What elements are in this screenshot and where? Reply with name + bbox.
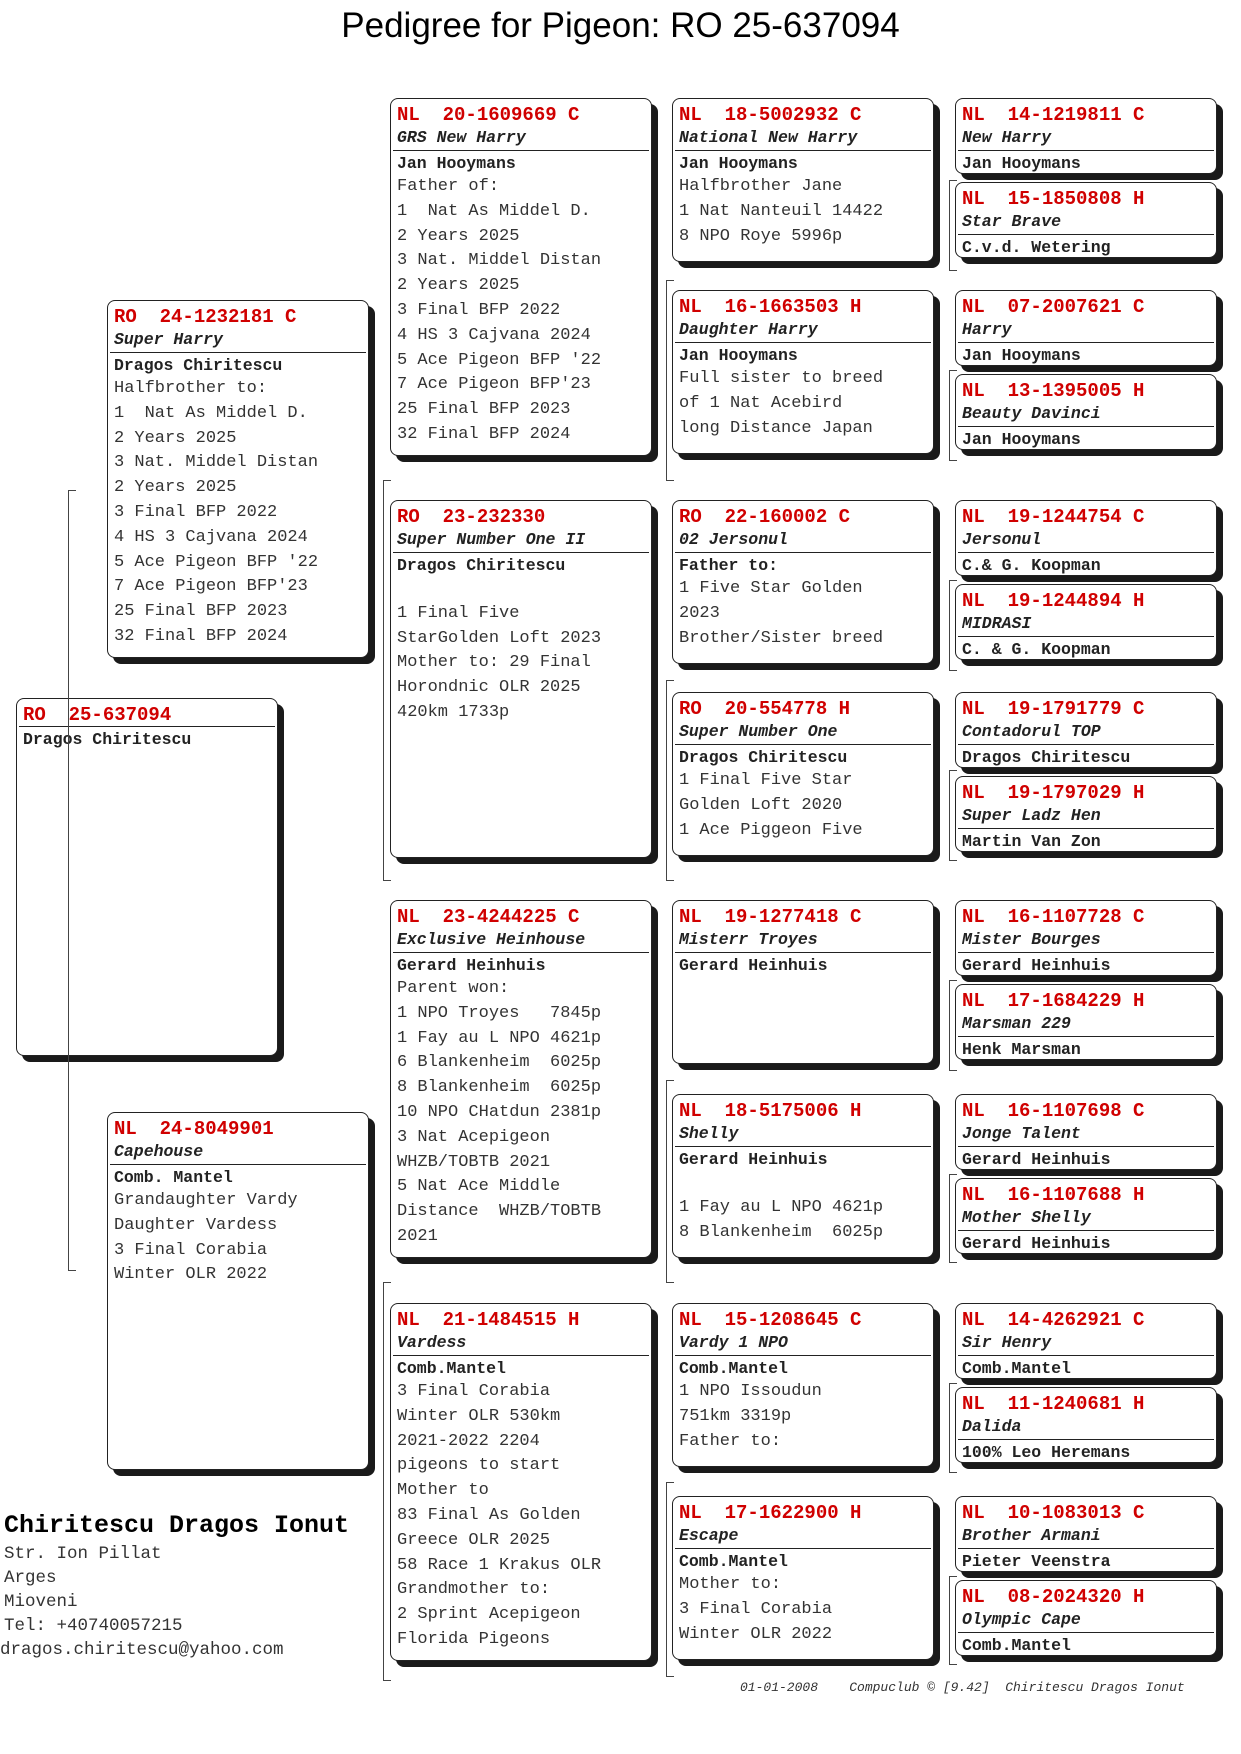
breeder-info	[0, 1510, 350, 1662]
achievement-line: 2021	[397, 1226, 438, 1246]
achievement-line: 1 Nat As Middel D.	[114, 403, 308, 423]
connector-line	[383, 480, 391, 481]
ring-number: RO 23-232330	[397, 506, 546, 528]
pigeon-card-g8	[955, 776, 1217, 852]
pigeon-card-mfm	[672, 1094, 934, 1258]
owner-name: Jan Hooymans	[679, 346, 798, 365]
connector-line	[949, 1383, 950, 1472]
achievement-line: 1 Fay au L NPO 4621p	[679, 1197, 884, 1217]
achievement-line: 3 Final BFP 2022	[114, 502, 278, 522]
connector-line	[68, 1270, 76, 1271]
achievement-line: Winter OLR 2022	[114, 1265, 268, 1285]
pigeon-card-mm	[390, 1303, 652, 1661]
ring-number: NL 19-1244894 H	[962, 590, 1145, 612]
ring-number: NL 19-1797029 H	[962, 782, 1145, 804]
pigeon-card-mmf	[672, 1303, 934, 1467]
owner-name: Gerard Heinhuis	[679, 1150, 828, 1169]
achievement-line: 3 Final BFP 2022	[397, 300, 561, 320]
ring-number: NL 18-5175006 H	[679, 1100, 862, 1122]
footer-credits: 01-01-2008 Compuclub © [9.42] Chiritescu Dragos Ionut	[740, 1680, 1185, 1695]
pigeon-name: Contadorul TOP	[962, 722, 1101, 741]
owner-name: 100% Leo Heremans	[962, 1443, 1131, 1462]
breeder-county: Arges	[4, 1568, 57, 1588]
achievement-line: 8 Blankenheim 6025p	[397, 1078, 602, 1098]
ring-number: NL 13-1395005 H	[962, 380, 1145, 402]
connector-line	[949, 980, 957, 981]
pigeon-card-mmm	[672, 1496, 934, 1660]
pigeon-name: Escape	[679, 1526, 739, 1545]
connector-line	[949, 270, 957, 271]
achievement-line: 2 Years 2025	[114, 478, 237, 498]
achievement-line: 3 Final Corabia	[397, 1382, 551, 1401]
pigeon-name: MIDRASI	[962, 614, 1032, 633]
achievement-line: StarGolden Loft 2023	[397, 628, 602, 648]
ring-number: RO 24-1232181 C	[114, 306, 297, 328]
pigeon-name: GRS New Harry	[397, 128, 526, 147]
achievement-line: 2 Years 2025	[397, 226, 520, 246]
pigeon-name: Shelly	[679, 1124, 739, 1143]
pigeon-name: Jersonul	[962, 530, 1042, 549]
owner-name: Dragos Chiritescu	[23, 730, 192, 749]
ring-number: NL 14-1219811 C	[962, 104, 1145, 126]
owner-name: Gerard Heinhuis	[962, 956, 1111, 975]
achievement-line: 6 Blankenheim 6025p	[397, 1053, 602, 1073]
pigeon-card-g16	[955, 1580, 1217, 1656]
achievement-line: 5 Nat Ace Middle	[397, 1177, 561, 1197]
pigeon-name: Misterr Troyes	[679, 930, 818, 949]
owner-name: Martin Van Zon	[962, 832, 1101, 851]
achievement-line: 5 Ace Pigeon BFP '22	[114, 552, 319, 572]
owner-name: Comb. Mantel	[114, 1168, 233, 1187]
ring-number: RO 20-554778 H	[679, 698, 851, 720]
owner-name: C.& G. Koopman	[962, 556, 1101, 575]
pigeon-card-g14	[955, 1387, 1217, 1463]
pigeon-name: Super Number One II	[397, 530, 586, 549]
connector-line	[949, 670, 957, 671]
achievement-line: 1 Five Star Golden	[679, 579, 863, 598]
achievement-line: 2 Sprint Acepigeon	[397, 1605, 581, 1625]
achievement-line: 1 Nat As Middel D.	[397, 201, 591, 221]
connector-line	[949, 1383, 957, 1384]
owner-name: Comb.Mantel	[397, 1359, 506, 1378]
pigeon-name: Capehouse	[114, 1142, 204, 1161]
achievement-line: Florida Pigeons	[397, 1629, 551, 1649]
connector-line	[383, 480, 384, 880]
pigeon-name: National New Harry	[679, 128, 858, 147]
achievement-line: WHZB/TOBTB 2021	[397, 1152, 551, 1172]
connector-line	[666, 1080, 674, 1081]
achievement-line: 25 Final BFP 2023	[397, 400, 571, 420]
pigeon-card-mff	[672, 900, 934, 1064]
ring-number: RO 22-160002 C	[679, 506, 851, 528]
owner-name: Dragos Chiritescu	[114, 356, 283, 375]
achievement-line: Greece OLR 2025	[397, 1530, 551, 1550]
achievement-line: Mother to	[397, 1481, 489, 1501]
achievement-line: Golden Loft 2020	[679, 795, 843, 815]
breeder-street: Str. Ion Pillat	[4, 1544, 162, 1564]
achievement-line: Halfbrother to:	[114, 379, 268, 398]
ring-number: NL 19-1791779 C	[962, 698, 1145, 720]
connector-line	[666, 480, 674, 481]
pigeon-card-g12	[955, 1178, 1217, 1254]
connector-line	[949, 1576, 950, 1664]
achievement-line	[391, 577, 651, 602]
pigeon-name: Beauty Davinci	[962, 404, 1101, 423]
owner-name: Dragos Chiritescu	[962, 748, 1131, 767]
connector-line	[949, 1070, 957, 1071]
pigeon-card-g10	[955, 984, 1217, 1060]
connector-line	[949, 1472, 957, 1473]
connector-line	[666, 680, 674, 681]
breeder-name: Chiritescu Dragos Ionut	[4, 1511, 350, 1540]
pigeon-name: Daughter Harry	[679, 320, 818, 339]
connector-line	[383, 880, 391, 881]
connector-line	[949, 370, 957, 371]
ring-number: NL 23-4244225 C	[397, 906, 580, 928]
achievement-line: Halfbrother Jane	[679, 177, 843, 196]
pigeon-card-g9	[955, 900, 1217, 976]
achievement-line	[673, 1171, 933, 1196]
owner-name: Gerard Heinhuis	[962, 1150, 1111, 1169]
connector-line	[949, 580, 950, 670]
pigeon-card-g5	[955, 500, 1217, 576]
connector-line	[666, 280, 674, 281]
ring-number: NL 18-5002932 C	[679, 104, 862, 126]
connector-line	[949, 370, 950, 460]
owner-name: Gerard Heinhuis	[962, 1234, 1111, 1253]
achievement-line: Parent won:	[397, 979, 510, 998]
connector-line	[666, 1676, 674, 1677]
owner-name: Comb.Mantel	[962, 1636, 1071, 1655]
ring-number: NL 20-1609669 C	[397, 104, 580, 126]
ring-number: NL 15-1208645 C	[679, 1309, 862, 1331]
connector-line	[949, 1174, 950, 1262]
achievement-line: 2021-2022 2204	[397, 1431, 540, 1451]
connector-line	[68, 490, 69, 1270]
achievement-line: 8 NPO Roye 5996p	[679, 226, 843, 246]
achievement-line: 3 Nat. Middel Distan	[114, 453, 319, 473]
ring-number: NL 15-1850808 H	[962, 188, 1145, 210]
ring-number: NL 10-1083013 C	[962, 1502, 1145, 1524]
achievement-line: 3 Nat. Middel Distan	[397, 251, 602, 271]
achievement-line: 4 HS 3 Cajvana 2024	[114, 527, 308, 547]
pigeon-card-ff	[390, 98, 652, 456]
connector-line	[949, 1262, 957, 1263]
achievement-line: 2 Years 2025	[397, 276, 520, 296]
owner-name: Comb.Mantel	[962, 1359, 1071, 1378]
achievement-line: 5 Ace Pigeon BFP '22	[397, 350, 602, 370]
pigeon-card-g7	[955, 692, 1217, 768]
owner-name: Jan Hooymans	[397, 154, 516, 173]
pigeon-name: Dalida	[962, 1417, 1022, 1436]
connector-line	[666, 680, 667, 880]
achievement-line: 58 Race 1 Krakus OLR	[397, 1555, 602, 1575]
pigeon-card-g2	[955, 182, 1217, 258]
ring-number: NL 16-1663503 H	[679, 296, 862, 318]
pigeon-card-g1	[955, 98, 1217, 174]
owner-name: Gerard Heinhuis	[679, 956, 828, 975]
pigeon-card-g13	[955, 1303, 1217, 1379]
achievement-line: Brother/Sister breed	[679, 628, 884, 648]
pigeon-name: Mother Shelly	[962, 1208, 1091, 1227]
achievement-line: Full sister to breed	[679, 369, 884, 388]
achievement-line: 10 NPO CHatdun 2381p	[397, 1102, 602, 1122]
ring-number: NL 07-2007621 C	[962, 296, 1145, 318]
ring-number: NL 16-1107688 H	[962, 1184, 1145, 1206]
achievement-line: Winter OLR 530km	[397, 1406, 561, 1426]
connector-line	[949, 1664, 957, 1665]
connector-line	[949, 1576, 957, 1577]
achievement-line: 2023	[679, 603, 720, 623]
pigeon-name: Super Number One	[679, 722, 838, 741]
achievement-line: Father to:	[679, 1431, 782, 1451]
connector-line	[68, 490, 76, 491]
connector-line	[949, 180, 957, 181]
ring-number: NL 16-1107728 C	[962, 906, 1145, 928]
achievement-line: 32 Final BFP 2024	[397, 424, 571, 444]
pigeon-name: Star Brave	[962, 212, 1062, 231]
ring-number: NL 17-1684229 H	[962, 990, 1145, 1012]
pigeon-name: Super Harry	[114, 330, 223, 349]
achievement-line: Daughter Vardess	[114, 1215, 278, 1235]
achievement-line: long Distance Japan	[679, 418, 873, 438]
connector-line	[949, 1174, 957, 1175]
achievement-line: Grandmother to:	[397, 1580, 551, 1600]
ring-number: NL 08-2024320 H	[962, 1586, 1145, 1608]
owner-name: Father to:	[679, 556, 779, 575]
ring-number: NL 21-1484515 H	[397, 1309, 580, 1331]
achievement-line: 4 HS 3 Cajvana 2024	[397, 325, 591, 345]
connector-line	[949, 860, 957, 861]
achievement-line: 1 Ace Piggeon Five	[679, 820, 863, 840]
owner-name: Henk Marsman	[962, 1040, 1081, 1059]
achievement-line: Mother to: 29 Final	[397, 653, 591, 673]
pigeon-card-fmf	[672, 500, 934, 664]
achievement-line: 7 Ace Pigeon BFP'23	[114, 577, 308, 597]
owner-name: Jan Hooymans	[962, 346, 1081, 365]
pigeon-card-g4	[955, 374, 1217, 450]
connector-line	[666, 280, 667, 480]
pigeon-name: Mister Bourges	[962, 930, 1101, 949]
achievement-line: 25 Final BFP 2023	[114, 602, 288, 622]
achievement-line: Father of:	[397, 177, 500, 196]
achievement-line: 1 Final Five Star	[679, 771, 853, 790]
breeder-phone: Tel: +40740057215	[4, 1616, 183, 1636]
achievement-line: 83 Final As Golden	[397, 1505, 581, 1525]
achievement-line: 3 Final Corabia	[679, 1599, 833, 1619]
breeder-city: Mioveni	[4, 1592, 78, 1612]
achievement-line: Distance WHZB/TOBTB	[397, 1202, 602, 1222]
achievement-line: Winter OLR 2022	[679, 1624, 833, 1644]
achievement-line: Horondnic OLR 2025	[397, 678, 581, 698]
pigeon-name: Vardy 1 NPO	[679, 1333, 788, 1352]
owner-name: Comb.Mantel	[679, 1359, 788, 1378]
pigeon-name: Harry	[962, 320, 1012, 339]
ring-number: NL 24-8049901	[114, 1118, 274, 1140]
owner-name: Dragos Chiritescu	[679, 748, 848, 767]
achievement-line: Mother to:	[679, 1575, 782, 1594]
owner-name: C.v.d. Wetering	[962, 238, 1111, 257]
pigeon-name: 02 Jersonul	[679, 530, 788, 549]
achievement-line: 32 Final BFP 2024	[114, 626, 288, 646]
ring-number: NL 19-1244754 C	[962, 506, 1145, 528]
connector-line	[949, 770, 950, 860]
page-title: Pedigree for Pigeon: RO 25-637094	[341, 6, 900, 45]
connector-line	[666, 880, 674, 881]
pigeon-name: New Harry	[962, 128, 1052, 147]
pigeon-name: Sir Henry	[962, 1333, 1052, 1352]
pigeon-card-subject	[16, 698, 278, 1056]
pigeon-card-g6	[955, 584, 1217, 660]
pigeon-card-mf	[390, 900, 652, 1258]
connector-line	[383, 1282, 384, 1680]
breeder-email: dragos.chiritescu@yahoo.com	[0, 1640, 284, 1660]
pigeon-card-g11	[955, 1094, 1217, 1170]
achievement-line: Grandaughter Vardy	[114, 1191, 298, 1210]
connector-line	[666, 1282, 674, 1283]
connector-line	[383, 1680, 391, 1681]
ring-number: NL 17-1622900 H	[679, 1502, 862, 1524]
achievement-line: pigeons to start	[397, 1456, 561, 1476]
ring-number: NL 14-4262921 C	[962, 1309, 1145, 1331]
achievement-line: 751km 3319p	[679, 1406, 792, 1426]
achievement-line: 7 Ace Pigeon BFP'23	[397, 375, 591, 395]
pigeon-card-fm	[390, 500, 652, 858]
pigeon-name: Marsman 229	[962, 1014, 1071, 1033]
owner-name: Jan Hooymans	[962, 430, 1081, 449]
achievement-line: 1 NPO Issoudun	[679, 1382, 822, 1401]
achievement-line: of 1 Nat Acebird	[679, 393, 843, 413]
pigeon-name: Olympic Cape	[962, 1610, 1081, 1629]
connector-line	[666, 1482, 667, 1676]
achievement-line: 1 Final Five	[397, 603, 520, 623]
owner-name: Jan Hooymans	[679, 154, 798, 173]
owner-name: Pieter Veenstra	[962, 1552, 1111, 1571]
pigeon-card-g3	[955, 290, 1217, 366]
connector-line	[949, 580, 957, 581]
achievement-line: 3 Nat Acepigeon	[397, 1127, 551, 1147]
connector-line	[949, 770, 957, 771]
pigeon-name: Vardess	[397, 1333, 467, 1352]
ring-number: NL 16-1107698 C	[962, 1100, 1145, 1122]
owner-name: Jan Hooymans	[962, 154, 1081, 173]
pigeon-name: Brother Armani	[962, 1526, 1101, 1545]
owner-name: Dragos Chiritescu	[397, 556, 566, 575]
ring-number: NL 11-1240681 H	[962, 1393, 1145, 1415]
achievement-line: 2 Years 2025	[114, 428, 237, 448]
pigeon-name: Exclusive Heinhouse	[397, 930, 586, 949]
pigeon-card-g15	[955, 1496, 1217, 1572]
achievement-line: 420km 1733p	[397, 702, 510, 722]
owner-name: Comb.Mantel	[679, 1552, 788, 1571]
pigeon-name: Super Ladz Hen	[962, 806, 1101, 825]
ring-number: RO 25-637094	[23, 704, 172, 726]
connector-line	[666, 1482, 674, 1483]
achievement-line: 1 NPO Troyes 7845p	[397, 1003, 602, 1023]
achievement-line: 3 Final Corabia	[114, 1240, 268, 1260]
owner-name: C. & G. Koopman	[962, 640, 1111, 659]
pigeon-name: Jonge Talent	[962, 1124, 1081, 1143]
pigeon-card-father	[107, 300, 369, 658]
connector-line	[949, 980, 950, 1070]
pigeon-card-fff	[672, 98, 934, 262]
connector-line	[666, 1080, 667, 1282]
pigeon-card-mother	[107, 1112, 369, 1470]
owner-name: Gerard Heinhuis	[397, 956, 546, 975]
achievement-line: 1 Fay au L NPO 4621p	[397, 1028, 602, 1048]
pigeon-card-ffm	[672, 290, 934, 454]
connector-line	[949, 180, 950, 270]
achievement-line: 8 Blankenheim 6025p	[679, 1222, 884, 1242]
ring-number: NL 19-1277418 C	[679, 906, 862, 928]
achievement-line: 1 Nat Nanteuil 14422	[679, 201, 884, 221]
connector-line	[949, 460, 957, 461]
pigeon-card-fmm	[672, 692, 934, 856]
connector-line	[383, 1282, 391, 1283]
